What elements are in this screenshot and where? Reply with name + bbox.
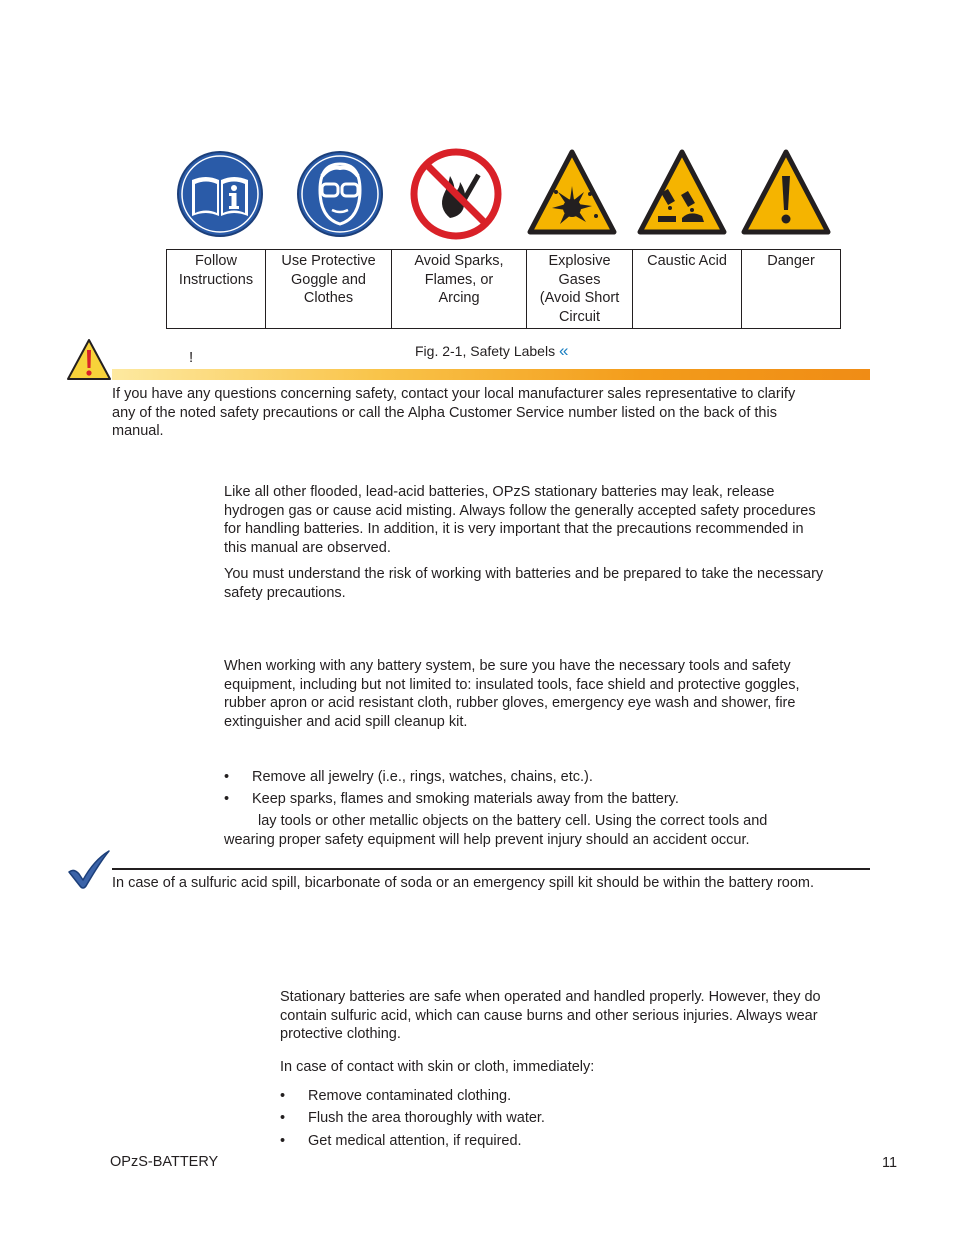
note-divider xyxy=(112,868,870,870)
section1-paragraph2: You must understand the risk of working with batteries and be prepared to take the necessary safety precautions. xyxy=(224,566,824,601)
explosion-icon xyxy=(526,146,618,242)
warning-bar xyxy=(112,369,870,380)
goggles-icon xyxy=(294,146,386,242)
intro-paragraph: If you have any questions concerning safety, contact your local manufacturer sales representative to clarify any of the noted safety precautions or call the Alpha Customer Service number listed on the back of this manual. xyxy=(112,386,796,439)
warning-triangle-icon xyxy=(66,337,112,383)
warning-mark: ! xyxy=(189,349,194,366)
checkmark-icon xyxy=(66,848,112,890)
label-follow-instructions: Follow Instructions xyxy=(167,250,266,329)
label-caustic-acid: Caustic Acid xyxy=(633,250,742,329)
table-row xyxy=(167,250,841,329)
safety-labels-table xyxy=(166,249,841,329)
no-flame-icon xyxy=(410,146,502,242)
section1-paragraph1: Like all other flooded, lead-acid batteries, OPzS stationary batteries may leak, release hydrogen gas or cause acid misting. Always follow the generally accepted safety procedures for handling batteries. In addition, it is very important that the precautions recommended in this manual are observed. xyxy=(224,484,816,556)
back-link[interactable]: « xyxy=(558,341,569,360)
section3-paragraph2: In case of contact with skin or cloth, immediately: xyxy=(280,1059,595,1075)
figure-caption: Fig. 2-1, Safety Labels « xyxy=(415,341,569,360)
section3-paragraph1: Stationary batteries are safe when operated and handled properly. However, they do contain sulfuric acid, which can cause burns and other serious injuries. Always wear protective clothing. xyxy=(280,989,821,1042)
exclamation-icon xyxy=(740,146,832,242)
label-explosive-gases: Explosive Gases (Avoid Short Circuit xyxy=(527,250,633,329)
section2-paragraph1: When working with any battery system, be sure you have the necessary tools and safety equipment, including but not limited to: insulated tools, face shield and protective goggles, rubber apron or acid resistant cloth, rubber gloves, emergency eye wash and shower, fire extinguisher and acid spill cleanup kit. xyxy=(224,658,800,730)
note-text: In case of a sulfuric acid spill, bicarbonate of soda or an emergency spill kit should be within the battery room. xyxy=(112,875,815,891)
label-avoid-sparks: Avoid Sparks, Flames, or Arcing xyxy=(392,250,527,329)
section2-paragraph2: lay tools or other metallic objects on the battery cell. Using the correct tools and wearing proper safety equipment will help prevent injury should an accident occur. xyxy=(224,813,768,848)
book-info-icon xyxy=(174,146,266,242)
footer-doc-name: OPzS-BATTERY xyxy=(110,1154,219,1170)
page-number: 11 xyxy=(882,1155,898,1171)
label-danger: Danger xyxy=(742,250,841,329)
corrosive-icon xyxy=(636,146,728,242)
label-protective-goggle: Use Protective Goggle and Clothes xyxy=(266,250,392,329)
